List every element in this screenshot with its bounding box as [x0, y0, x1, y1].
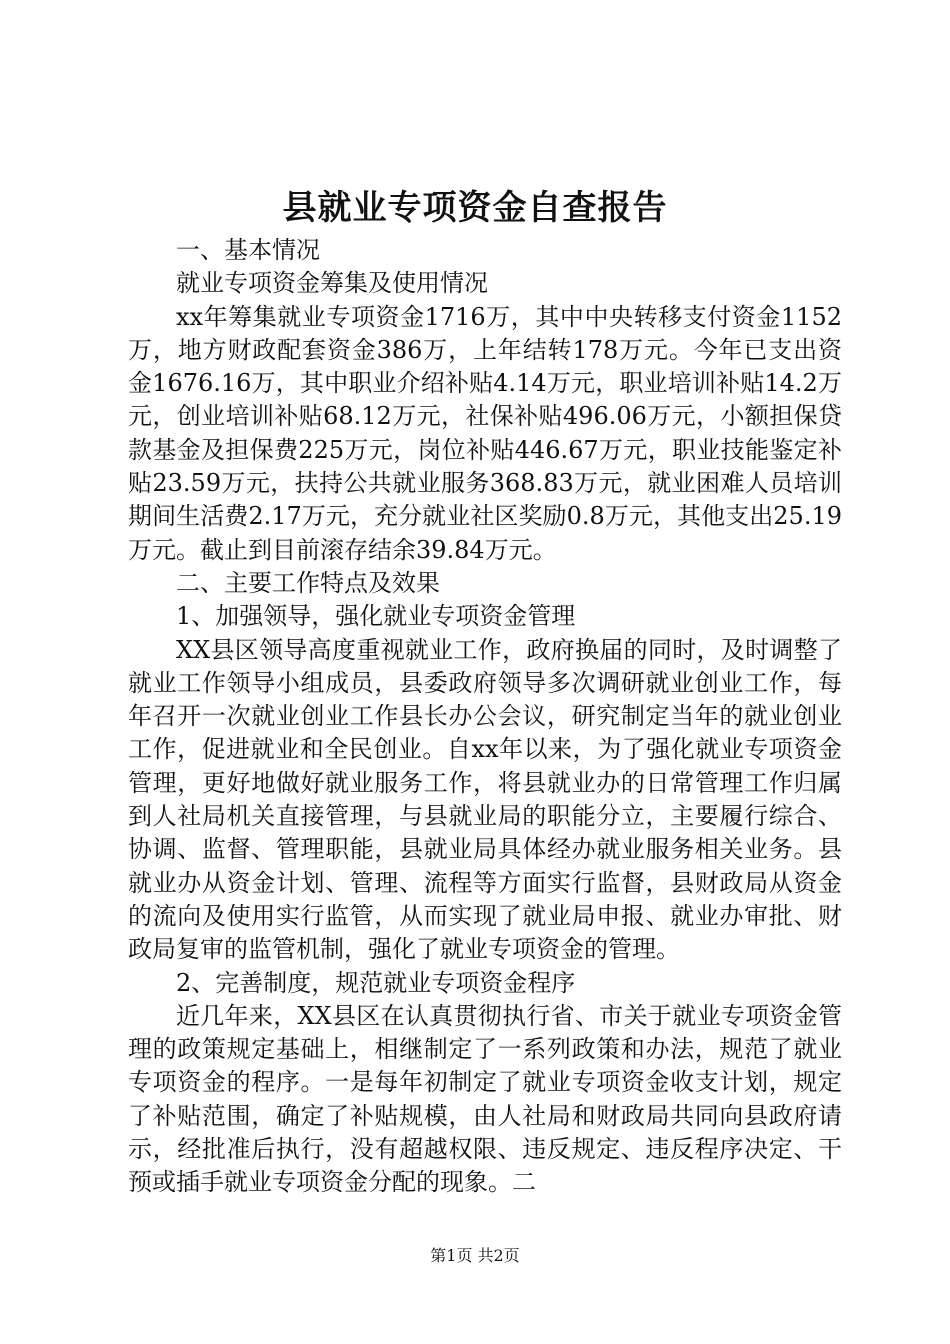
subheading-fund-raising-usage: 就业专项资金筹集及使用情况 [176, 269, 488, 298]
section-heading-basic-situation: 一、基本情况 [176, 236, 320, 264]
document-title: 县就业专项资金自查报告 [282, 188, 668, 228]
subheading-strengthen-leadership: 1、加强领导，强化就业专项资金管理 [176, 602, 576, 631]
subheading-improve-system: 2、完善制度，规范就业专项资金程序 [176, 968, 576, 997]
document-body [128, 234, 842, 1200]
paragraph-system: 近几年来，XX县区在认真贯彻执行省、市关于就业专项资金管理的政策规定基础上，相继制定了一系列政策和办法，规范了就业专项资金的程序。一是每年初制定了就业专项资金收支计划，规定了补贴范围，确定了补贴规模，由人社局和财政局共同向县政府请示，经批准后执行，没有超越权限、违反规定、违反程序决定、干预或插手就业专项资金分配的现象。二 [128, 1001, 842, 1197]
page-footer: 第1页 共2页 [430, 1246, 520, 1265]
paragraph-leadership: XX县区领导高度重视就业工作，政府换届的同时，及时调整了就业工作领导小组成员，县委政府领导多次调研就业创业工作，每年召开一次就业创业工作县长办公会议，研究制定当年的就业创业工作，促进就业和全民创业。自xx年以来，为了强化就业专项资金管理，更好地做好就业服务工作，将县就业办的日常管理工作归属到人社局机关直接管理，与县就业局的职能分立，主要履行综合、协调、监督、管理职能，县就业局具体经办就业服务相关业务。县就业办从资金计划、管理、流程等方面实行监督，县财政局从资金的流向及使用实行监管，从而实现了就业局申报、就业办审批、财政局复审的监管机制，强化了就业专项资金的管理。 [128, 635, 842, 964]
paragraph-fund-figures: xx年筹集就业专项资金1716万，其中中央转移支付资金1152万，地方财政配套资金386万，上年结转178万元。今年已支出资金1676.16万，其中职业介绍补贴4.14万元，职业培训补贴14.2万元，创业培训补贴68.12万元，社保补贴496.06万元，小额担保贷款基金及担保费225万元，岗位补贴446.67万元，职业技能鉴定补贴23.59万元，扶持公共就业服务368.83万元，就业困难人员培训期间生活费2.17万元，充分就业社区奖励0.8万元，其他支出25.19万元。截止到目前滚存结余39.84万元。 [128, 302, 842, 564]
section-heading-main-features: 二、主要工作特点及效果 [176, 568, 440, 597]
